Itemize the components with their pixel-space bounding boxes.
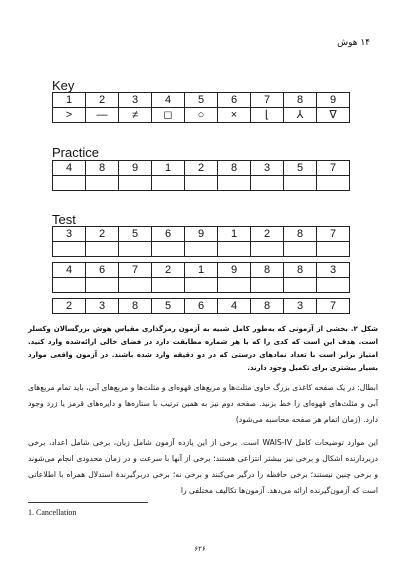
test-number-cell: 3 [317,263,350,278]
test-number-cell: 4 [218,299,251,314]
test-number-cell: 9 [218,263,251,278]
practice-heading: Practice [52,145,99,160]
answer-box[interactable] [86,278,119,293]
running-head: ۱۴ هوش [337,38,370,48]
key-symbol-cell: × [218,108,251,123]
answer-box[interactable] [218,242,251,257]
test-table-1 [52,226,350,257]
test-number-cell: 7 [317,227,350,242]
answer-box[interactable] [284,242,317,257]
key-number-row [53,93,350,108]
test-number-row [53,227,350,242]
test-heading: Test [52,212,76,227]
answer-box[interactable] [86,176,119,191]
test-number-cell: 8 [251,299,284,314]
body-paragraph-cancellation: ابطال: در یک صفحه کاغذی بزرگ حاوی مثلث‌ها و مربع‌های قهوه‌ای و مثلث‌ها و مربع‌های آبی، باید تمام مربع‌های آبی و مثلث‌های قهوه‌ای را خط بزنید. صفحه دوم نیز به همین ترتیب با ستاره‌ها و دایره‌های قرمز یا زرد وجود دارد. (زمان اتمام هر صفحه محاسبه می‌شود) [28,383,378,424]
test-number-cell: 3 [284,299,317,314]
practice-number-cell: 5 [284,161,317,176]
test-number-cell: 8 [251,263,284,278]
answer-box[interactable] [218,278,251,293]
answer-box[interactable] [53,242,86,257]
answer-box[interactable] [284,278,317,293]
key-symbol-cell: ○ [185,108,218,123]
test-number-cell: 2 [86,227,119,242]
figure-caption: شکل ۲. بخشی از آزمونی که به‌طور کامل شبیه به آزمون رمزگذاری مقیاس هوش بزرگسالان وکسلر است. هدف این است که کدی را که با هر شماره مطابقت دارد در فضای خالی ارائه‌شده وارد کنید. امتیاز برابر است با تعداد نمادهای درستی که در دو دقیقه وارد شده باشند. در آزمون واقعی موارد بسیار بیشتری برای تکمیل وجود دارند. [28,325,378,372]
test-number-cell: 3 [53,227,86,242]
answer-box[interactable] [119,242,152,257]
answer-box[interactable] [284,176,317,191]
test-number-cell: 1 [185,263,218,278]
key-number-cell: 4 [152,93,185,108]
key-heading: Key [52,78,75,93]
key-table [52,92,350,123]
test-answer-row [53,242,350,257]
test-number-row [53,263,350,278]
answer-box[interactable] [218,176,251,191]
test-number-cell: 2 [152,263,185,278]
key-symbol-cell: ⅄ [284,108,317,123]
key-number-cell: 6 [218,93,251,108]
test-number-cell: 3 [86,299,119,314]
answer-box[interactable] [119,278,152,293]
test-number-cell: 6 [86,263,119,278]
key-symbol-cell: ∇ [317,108,350,123]
key-symbol-cell: ≠ [119,108,152,123]
key-number-cell: 3 [119,93,152,108]
test-number-cell: 6 [185,299,218,314]
answer-box[interactable] [251,176,284,191]
key-symbol-cell: ⌊ [251,108,284,123]
key-number-cell: 2 [86,93,119,108]
body-paragraph-wais: این موارد توضیحات کامل WAIS-IV است. برخی از این یازده آزمون شامل زبان، برخی شامل اعداد، برخی دربردارنده اشکال و برخی نیز بیشتر انتزاعی هستند؛ برخی از آنها با سرعت و در زمان محدودی انجام می‌شوند و برخی چنین نیستند؛ برخی حافظه را درگیر می‌کنند و برخی نه؛ برخی دربرگیرندهٔ استدلال همراه با اطلاعاتی است که آزمون‌گیرنده ارائه می‌دهد. آزمون‌ها تکالیف مختلفی را [28,438,378,495]
answer-box[interactable] [317,242,350,257]
key-number-cell: 8 [284,93,317,108]
page-number: ۶۲۶ [194,545,206,553]
answer-box[interactable] [53,176,86,191]
key-number-cell: 1 [53,93,86,108]
test-table-3 [52,298,350,314]
answer-box[interactable] [119,176,152,191]
answer-box[interactable] [53,278,86,293]
test-answer-row [53,278,350,293]
answer-box[interactable] [152,176,185,191]
test-number-cell: 6 [152,227,185,242]
footnote: 1. Cancellation [28,508,77,517]
test-number-cell: 7 [317,299,350,314]
practice-number-cell: 7 [317,161,350,176]
answer-box[interactable] [251,278,284,293]
practice-table [52,160,350,191]
footnote-rule [28,502,148,503]
practice-number-row [53,161,350,176]
practice-number-cell: 3 [251,161,284,176]
test-number-cell: 4 [53,263,86,278]
practice-answer-row [53,176,350,191]
answer-box[interactable] [251,242,284,257]
test-number-cell: 2 [251,227,284,242]
answer-box[interactable] [185,242,218,257]
test-number-cell: 7 [119,263,152,278]
test-number-cell: 5 [119,227,152,242]
practice-number-cell: 9 [119,161,152,176]
test-number-cell: 8 [284,263,317,278]
key-number-cell: 9 [317,93,350,108]
practice-number-cell: 1 [152,161,185,176]
answer-box[interactable] [86,242,119,257]
practice-number-cell: 4 [53,161,86,176]
test-number-cell: 8 [119,299,152,314]
practice-number-cell: 8 [86,161,119,176]
practice-number-cell: 8 [218,161,251,176]
test-table-2 [52,262,350,293]
answer-box[interactable] [185,176,218,191]
practice-number-cell: 2 [185,161,218,176]
answer-box[interactable] [152,278,185,293]
key-symbol-cell: — [86,108,119,123]
answer-box[interactable] [185,278,218,293]
key-symbol-row [53,108,350,123]
test-number-cell: 8 [284,227,317,242]
answer-box[interactable] [317,278,350,293]
key-symbol-cell: ◻ [152,108,185,123]
answer-box[interactable] [152,242,185,257]
test-number-cell: 1 [218,227,251,242]
key-number-cell: 5 [185,93,218,108]
test-number-cell: 5 [152,299,185,314]
test-number-cell: 9 [185,227,218,242]
answer-box[interactable] [317,176,350,191]
test-number-cell: 2 [53,299,86,314]
test-number-row [53,299,350,314]
key-number-cell: 7 [251,93,284,108]
key-symbol-cell: > [53,108,86,123]
